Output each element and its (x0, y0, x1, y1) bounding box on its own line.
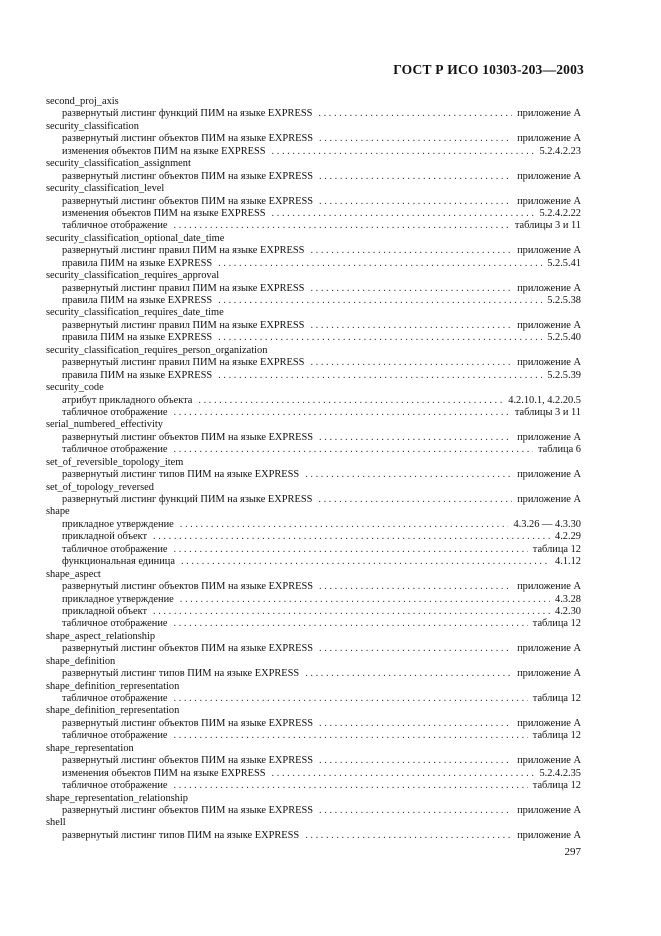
page-number: 297 (564, 846, 581, 858)
subentry-label: развернутый листинг объектов ПИМ на языке EXPRESS (62, 755, 314, 767)
subentry-reference: 5.2.5.38 (547, 295, 581, 306)
subentry-reference: 5.2.4.2.35 (539, 767, 581, 779)
subentry-label: изменения объектов ПИМ на языке EXPRESS (62, 207, 266, 219)
subentry-reference: приложение А (517, 804, 581, 816)
index-subentry (46, 133, 581, 145)
subentry-label: атрибут прикладного объекта (62, 394, 193, 406)
subentry-label: развернутый листинг объектов ПИМ на языке EXPRESS (62, 643, 314, 655)
dot-leader (319, 432, 512, 444)
dot-leader (319, 171, 512, 183)
subentry-reference: 4.3.26 — 4.3.30 (513, 518, 581, 530)
index-subentry (46, 171, 581, 183)
index-term: security_classification (46, 120, 139, 132)
index-term: shape_representation (46, 742, 134, 754)
subentry-label: правила ПИМ на языке EXPRESS (62, 332, 213, 344)
index-subentry (46, 755, 581, 767)
index-subentry (46, 594, 581, 606)
dot-leader (180, 594, 550, 606)
subentry-label: прикладное утверждение (62, 593, 174, 605)
subentry-reference: 5.2.4.2.22 (539, 207, 581, 219)
subentry-label: изменения объектов ПИМ на языке EXPRESS (62, 767, 266, 779)
dot-leader (174, 407, 510, 419)
dot-leader (319, 755, 512, 767)
subentry-reference: приложение А (517, 170, 581, 182)
subentry-reference: приложение А (517, 668, 581, 680)
index-term: shell (46, 817, 66, 829)
index-subentry (46, 407, 581, 419)
index-subentry (46, 332, 581, 344)
subentry-reference: приложение А (517, 717, 581, 729)
index-subentry (46, 768, 581, 780)
subentry-reference: 5.2.4.2.23 (539, 145, 581, 157)
index-subentry (46, 544, 581, 556)
subentry-reference: приложение А (517, 494, 581, 505)
dot-leader (174, 544, 528, 556)
index-subentry (46, 643, 581, 655)
subentry-reference: 4.2.30 (555, 605, 581, 617)
subentry-reference: приложение А (517, 829, 581, 841)
index-subentry (46, 531, 581, 543)
index-subentry (46, 730, 581, 742)
index-term: set_of_reversible_topology_item (46, 456, 184, 468)
dot-leader (318, 108, 512, 120)
index-subentry (46, 283, 581, 295)
dot-leader (305, 830, 512, 842)
subentry-label: развернутый листинг правил ПИМ на языке EXPRESS (62, 245, 305, 257)
dot-leader (310, 283, 512, 295)
dot-leader (218, 370, 542, 382)
dot-leader (174, 618, 528, 630)
dot-leader (305, 469, 512, 481)
index-term: security_classification_assignment (46, 158, 191, 170)
index-subentry (46, 830, 581, 842)
index-subentry (46, 519, 581, 531)
index-subentry (46, 693, 581, 705)
subentry-reference: таблицы 3 и 11 (514, 406, 581, 418)
subentry-reference: 4.1.12 (555, 556, 581, 568)
subentry-label: табличное отображение (62, 444, 168, 456)
index-subentry (46, 606, 581, 618)
subentry-reference: таблица 12 (532, 730, 581, 742)
dot-leader (174, 730, 528, 742)
index-subentry (46, 432, 581, 444)
subentry-label: изменения объектов ПИМ на языке EXPRESS (62, 145, 266, 157)
subentry-label: табличное отображение (62, 780, 168, 792)
subentry-reference: приложение А (517, 357, 581, 369)
dot-leader (319, 581, 512, 593)
subentry-reference: таблицы 3 и 11 (514, 220, 581, 232)
subentry-label: развернутый листинг объектов ПИМ на языке EXPRESS (62, 804, 314, 816)
subentry-label: развернутый листинг правил ПИМ на языке EXPRESS (62, 282, 305, 294)
dot-leader (174, 693, 528, 705)
dot-leader (174, 444, 533, 456)
subentry-label: развернутый листинг объектов ПИМ на языке EXPRESS (62, 431, 314, 443)
dot-leader (174, 780, 528, 792)
subentry-reference: 5.2.5.41 (547, 257, 581, 269)
dot-leader (272, 146, 535, 158)
subentry-reference: приложение А (517, 319, 581, 331)
subentry-reference: приложение А (517, 245, 581, 257)
page-header-title: ГОСТ Р ИСО 10303-203—2003 (393, 62, 584, 77)
subentry-label: правила ПИМ на языке EXPRESS (62, 369, 213, 381)
dot-leader (319, 196, 512, 208)
subentry-label: табличное отображение (62, 693, 168, 704)
subentry-label: прикладное утверждение (62, 518, 174, 530)
subentry-reference: 4.2.29 (555, 531, 581, 543)
index-subentry (46, 718, 581, 730)
dot-leader (310, 245, 512, 257)
subentry-label: развернутый листинг правил ПИМ на языке EXPRESS (62, 357, 305, 369)
subentry-label: развернутый листинг типов ПИМ на языке EXPRESS (62, 829, 300, 841)
subentry-label: развернутый листинг объектов ПИМ на языке EXPRESS (62, 581, 314, 593)
index-subentry (46, 469, 581, 481)
subentry-label: правила ПИМ на языке EXPRESS (62, 295, 213, 306)
subentry-reference: приложение А (517, 469, 581, 481)
subentry-label: развернутый листинг функций ПИМ на языке EXPRESS (62, 494, 313, 505)
subentry-label: правила ПИМ на языке EXPRESS (62, 257, 213, 269)
subentry-label: развернутый листинг объектов ПИМ на языке EXPRESS (62, 133, 314, 145)
dot-leader (153, 531, 550, 543)
subentry-reference: 5.2.5.39 (547, 369, 581, 381)
subentry-reference: таблица 12 (532, 780, 581, 792)
subentry-reference: 4.2.10.1, 4.2.20.5 (508, 394, 581, 406)
dot-leader (272, 208, 535, 220)
dot-leader (318, 494, 512, 506)
dot-leader (305, 668, 512, 680)
dot-leader (319, 643, 512, 655)
index-subentry (46, 395, 581, 407)
index-term: shape_aspect (46, 568, 101, 580)
index-subentry (46, 581, 581, 593)
dot-leader (174, 220, 510, 232)
index-subentry (46, 556, 581, 568)
dot-leader (319, 718, 512, 730)
dot-leader (272, 768, 535, 780)
index-subentry (46, 295, 581, 307)
index-subentry (46, 196, 581, 208)
index-subentry (46, 805, 581, 817)
index-subentry (46, 357, 581, 369)
index-subentry (46, 320, 581, 332)
dot-leader (218, 295, 542, 307)
subentry-reference: таблица 12 (532, 618, 581, 630)
index-term: shape_definition (46, 655, 116, 667)
dot-leader (198, 395, 503, 407)
index-term: security_classification_requires_person_organization (46, 344, 268, 356)
subentry-label: табличное отображение (62, 618, 168, 630)
subentry-label: развернутый листинг типов ПИМ на языке EXPRESS (62, 668, 300, 680)
subentry-label: табличное отображение (62, 543, 168, 555)
subentry-label: табличное отображение (62, 730, 168, 742)
dot-leader (180, 519, 509, 531)
index-term: shape_definition_representation (46, 680, 180, 692)
subentry-reference: приложение А (517, 431, 581, 443)
subentry-reference: приложение А (517, 133, 581, 145)
subentry-label: прикладной объект (62, 605, 148, 617)
subentry-label: развернутый листинг объектов ПИМ на языке EXPRESS (62, 717, 314, 729)
subentry-label: табличное отображение (62, 406, 168, 418)
index-term: shape (46, 506, 70, 518)
dot-leader (181, 556, 550, 568)
subentry-reference: приложение А (517, 581, 581, 593)
dot-leader (310, 320, 512, 332)
index-subentry (46, 108, 581, 120)
index-term: shape_definition_representation (46, 705, 180, 717)
subentry-label: развернутый листинг правил ПИМ на языке EXPRESS (62, 319, 305, 331)
index-term: security_classification_level (46, 183, 165, 195)
dot-leader (319, 133, 512, 145)
index-term: serial_numbered_effectivity (46, 419, 163, 431)
index-term: security_code (46, 382, 104, 394)
index-subentry (46, 208, 581, 220)
subentry-label: табличное отображение (62, 220, 168, 232)
index-subentry (46, 370, 581, 382)
subentry-reference: приложение А (517, 108, 581, 120)
subentry-label: прикладной объект (62, 531, 148, 543)
subentry-reference: приложение А (517, 195, 581, 207)
index-term: set_of_topology_reversed (46, 481, 154, 493)
subentry-reference: приложение А (517, 755, 581, 767)
dot-leader (319, 805, 512, 817)
subentry-label: развернутый листинг объектов ПИМ на языке EXPRESS (62, 195, 314, 207)
index-subentry (46, 444, 581, 456)
index-term: security_classification_optional_date_time (46, 232, 225, 244)
subentry-reference: таблица 12 (532, 693, 581, 704)
subentry-label: развернутый листинг объектов ПИМ на языке EXPRESS (62, 170, 314, 182)
index-term: second_proj_axis (46, 96, 119, 107)
subentry-reference: таблица 12 (532, 543, 581, 555)
subentry-label: функциональная единица (62, 556, 175, 568)
index-term: security_classification_requires_date_time (46, 307, 224, 319)
index-term: shape_representation_relationship (46, 792, 188, 804)
index-term: shape_aspect_relationship (46, 630, 156, 642)
index-subentry (46, 780, 581, 792)
dot-leader (218, 332, 542, 344)
index-subentry (46, 258, 581, 270)
dot-leader (310, 357, 512, 369)
index-subentry (46, 618, 581, 630)
subentry-reference: приложение А (517, 643, 581, 655)
index-subentry (46, 220, 581, 232)
subentry-reference: таблица 6 (537, 444, 581, 456)
index-subentry (46, 245, 581, 257)
index-list (46, 96, 581, 842)
index-subentry (46, 668, 581, 680)
subentry-reference: 4.3.28 (555, 593, 581, 605)
dot-leader (153, 606, 550, 618)
subentry-reference: 5.2.5.40 (547, 332, 581, 344)
index-term: security_classification_requires_approval (46, 270, 220, 282)
subentry-reference: приложение А (517, 282, 581, 294)
dot-leader (218, 258, 542, 270)
subentry-label: развернутый листинг типов ПИМ на языке EXPRESS (62, 469, 300, 481)
index-subentry (46, 494, 581, 506)
subentry-label: развернутый листинг функций ПИМ на языке EXPRESS (62, 108, 313, 120)
index-subentry (46, 146, 581, 158)
